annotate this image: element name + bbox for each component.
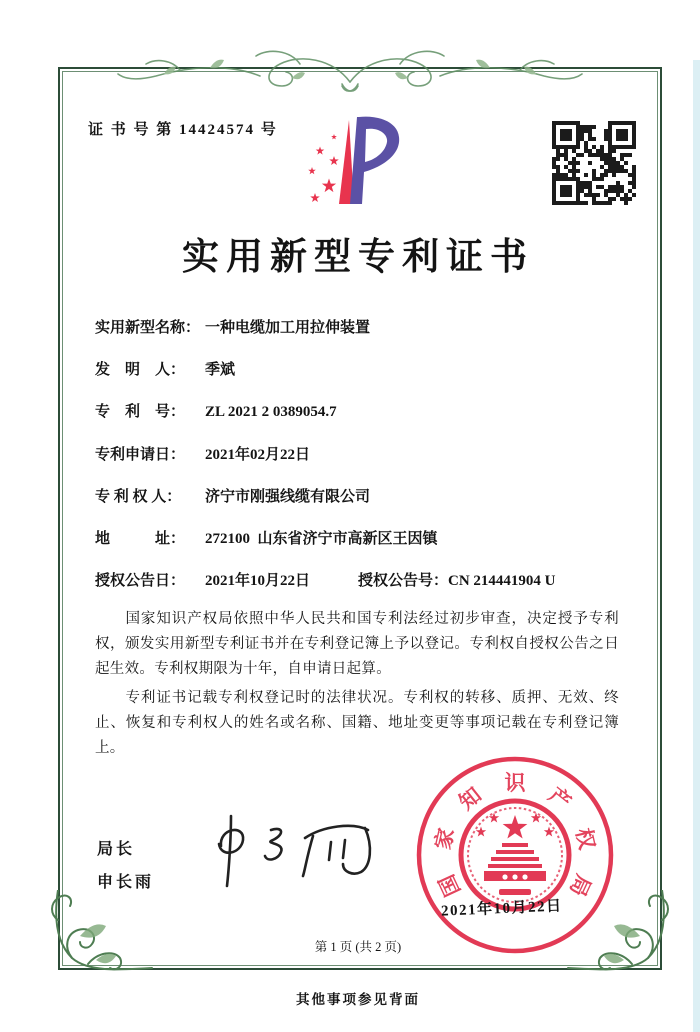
page-indicator: 第 1 页 (共 2 页) — [314, 940, 402, 954]
scanned-page-edge — [693, 60, 700, 1032]
field-value: CN 214441904 U — [448, 573, 556, 589]
director-signature-icon — [193, 808, 383, 893]
field-value: 2021年10月22日 — [205, 573, 311, 589]
field-row-patentee — [95, 485, 370, 506]
field-label: 专 利 号： — [95, 404, 186, 420]
seal-date: 2021年10月22日 — [440, 898, 563, 920]
legal-text-block — [95, 607, 619, 765]
field-value: 济宁市刚强线缆有限公司 — [205, 489, 371, 505]
body-paragraph: 国家知识产权局依照中华人民共和国专利法经过初步审查，决定授予专利权，颁发实用新型专利证书并在专利登记簿上予以登记。专利权自授权公告之日起生效。专利权期限为十年，自申请日起算。 — [95, 611, 619, 677]
field-row-address — [95, 527, 438, 548]
director-name: 申长雨 — [97, 874, 155, 891]
top-flourish-ornament — [60, 24, 640, 102]
seal-ring-char: 局 — [564, 870, 596, 901]
field-value: 2021年02月22日 — [205, 447, 311, 463]
field-label: 专 利 权 人： — [95, 489, 182, 505]
field-label: 实用新型名称： — [95, 320, 201, 336]
field-value: 272100 山东省济宁市高新区王因镇 — [205, 531, 438, 547]
field-value: 季斌 — [205, 362, 236, 378]
seal-ring-char: 识 — [504, 771, 526, 795]
field-row-inventor — [95, 358, 235, 379]
seal-ring-char: 家 — [430, 825, 459, 852]
field-value: 一种电缆加工用拉伸装置 — [205, 320, 371, 336]
certificate-number: 证 书 号 第 14424574 号 — [88, 122, 278, 138]
field-row-patent-no — [95, 400, 337, 421]
seal-ring-text — [415, 755, 615, 955]
seal-ring-char: 权 — [571, 825, 600, 852]
field-label: 授权公告日： — [95, 573, 186, 589]
seal-ring-char: 产 — [544, 782, 576, 815]
field-label: 发 明 人： — [95, 362, 186, 378]
certificate-title: 实用新型专利证书 — [182, 237, 534, 278]
grant-number-group — [358, 569, 556, 590]
official-seal-icon — [415, 755, 615, 955]
field-value: ZL 2021 2 0389054.7 — [205, 404, 337, 420]
director-title: 局长 — [97, 841, 136, 858]
qr-code — [552, 121, 636, 205]
back-note: 其他事项参见背面 — [296, 992, 420, 1007]
field-row-grant — [95, 569, 556, 590]
field-label: 授权公告号： — [358, 573, 449, 589]
field-label: 地 址： — [95, 531, 186, 547]
cnipa-logo-icon — [287, 110, 422, 215]
field-row-filing-date — [95, 443, 310, 464]
body-paragraph: 专利证书记载专利权登记时的法律状况。专利权的转移、质押、无效、终止、恢复和专利权人的姓名或名称、国籍、地址变更等事项记载在专利登记簿上。 — [95, 690, 619, 756]
seal-ring-char: 国 — [434, 870, 466, 901]
field-label: 专利申请日： — [95, 447, 186, 463]
field-row-name — [95, 316, 370, 337]
seal-ring-char: 知 — [454, 782, 486, 815]
